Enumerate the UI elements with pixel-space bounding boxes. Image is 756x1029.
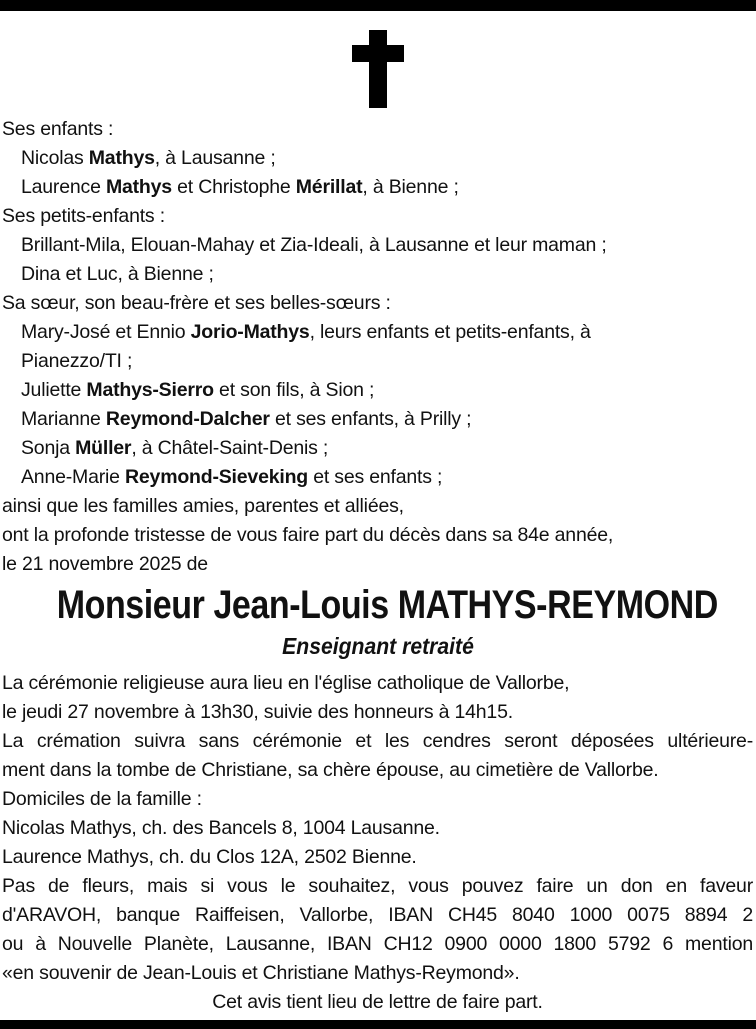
family-surname: Reymond-Dalcher — [105, 408, 270, 430]
notice-line — [2, 814, 753, 843]
notice-text: La cérémonie religieuse aura lieu en l'église catholique de Vallorbe, — [2, 672, 570, 694]
notice-line — [2, 376, 753, 405]
notice-text: La crémation suivra sans cérémonie et les cendres seront déposées ultérieure- — [2, 730, 753, 752]
notice-text: Pianezzo/TI ; — [21, 350, 133, 372]
notice-text: Ses petits-enfants : — [2, 205, 165, 227]
notice-text: Dina et Luc, à Bienne ; — [21, 263, 214, 285]
notice-text: Domiciles de la famille : — [2, 788, 202, 810]
notice-text: ou à Nouvelle Planète, Lausanne, IBAN CH12 0900 0000 1800 5792 6 mention — [2, 933, 753, 955]
notice-text: Nicolas — [21, 147, 89, 169]
notice-line — [2, 843, 753, 872]
notice-line — [2, 756, 753, 785]
notice-line — [2, 669, 753, 698]
notice-line — [2, 260, 753, 289]
notice-line — [2, 115, 753, 144]
notice-text: et Christophe — [171, 176, 296, 198]
notice-line — [2, 434, 753, 463]
notice-text: Sonja — [21, 437, 76, 459]
notice-text: Nicolas Mathys, ch. des Bancels 8, 1004 Lausanne. — [2, 817, 440, 839]
family-surname: Mérillat — [295, 176, 363, 198]
family-surname: Mathys — [88, 147, 155, 169]
notice-line — [2, 785, 753, 814]
family-surname: Müller — [75, 437, 132, 459]
notice-text: , leurs enfants et petits-enfants, à — [309, 321, 591, 343]
notice-line — [2, 901, 753, 930]
cross-container — [0, 30, 756, 108]
notice-text: Sa sœur, son beau-frère et ses belles-sœurs : — [2, 292, 391, 314]
notice-text: , à Lausanne ; — [154, 147, 276, 169]
notice-text: Laurence — [21, 176, 106, 198]
notice-line — [2, 521, 753, 550]
notice-text: Brillant-Mila, Elouan-Mahay et Zia-Ideali, à Lausanne et leur maman ; — [21, 234, 607, 256]
notice-text: ment dans la tombe de Christiane, sa chère épouse, au cimetière de Vallorbe. — [2, 759, 659, 781]
notice-text: le jeudi 27 novembre à 13h30, suivie des honneurs à 14h15. — [2, 701, 513, 723]
notice-line — [2, 318, 753, 347]
notice-text: Ses enfants : — [2, 118, 114, 140]
notice-text: d'ARAVOH, banque Raiffeisen, Vallorbe, IBAN CH45 8040 1000 0075 8894 2 — [2, 904, 753, 926]
profession-subheading: Enseignant retraité — [282, 633, 474, 659]
family-surname: Mathys-Sierro — [86, 379, 214, 401]
family-surname: Jorio-Mathys — [190, 321, 310, 343]
notice-line — [2, 202, 753, 231]
notice-text: Pas de fleurs, mais si vous le souhaitez, vous pouvez faire un don en faveur — [2, 875, 753, 897]
notice-line — [2, 930, 753, 959]
notice-line — [2, 231, 753, 260]
notice-line — [2, 492, 753, 521]
notice-line — [2, 727, 753, 756]
bottom-border-rule — [0, 1020, 756, 1029]
notice-text: ainsi que les familles amies, parentes et alliées, — [2, 495, 404, 517]
family-surname: Mathys — [105, 176, 172, 198]
notice-text: , à Bienne ; — [362, 176, 459, 198]
notice-line — [2, 698, 753, 727]
notice-text: et son fils, à Sion ; — [213, 379, 375, 401]
notice-line — [2, 144, 753, 173]
notice-line — [2, 872, 753, 901]
deceased-name-heading: Monsieur Jean-Louis MATHYS-REYMOND — [56, 583, 718, 627]
notice-text: Marianne — [21, 408, 106, 430]
notice-line — [2, 173, 753, 202]
notice-line — [2, 463, 753, 492]
notice-text: Mary-José et Ennio — [21, 321, 191, 343]
notice-text: Juliette — [21, 379, 87, 401]
notice-text: , à Châtel-Saint-Denis ; — [131, 437, 329, 459]
notice-line — [2, 405, 753, 434]
family-surname: Reymond-Sieveking — [125, 466, 308, 488]
notice-text: et ses enfants, à Prilly ; — [269, 408, 472, 430]
family-section — [0, 115, 756, 579]
notice-line — [2, 959, 753, 988]
notice-text: Anne-Marie — [21, 466, 126, 488]
cross-icon — [352, 30, 404, 108]
notice-line — [2, 550, 753, 579]
notice-text: Laurence Mathys, ch. du Clos 12A, 2502 Bienne. — [2, 846, 417, 868]
notice-line — [2, 347, 753, 376]
notice-text: et ses enfants ; — [308, 466, 443, 488]
notice-line — [2, 988, 753, 1017]
notice-text: le 21 novembre 2025 de — [2, 553, 208, 575]
notice-line — [2, 289, 753, 318]
notice-text: Cet avis tient lieu de lettre de faire part. — [212, 991, 543, 1013]
ceremony-details-section — [0, 669, 756, 1017]
notice-text: ont la profonde tristesse de vous faire part du décès dans sa 84e année, — [2, 524, 614, 546]
top-border-rule — [0, 0, 756, 11]
notice-text: «en souvenir de Jean-Louis et Christiane Mathys-Reymond». — [2, 962, 520, 984]
